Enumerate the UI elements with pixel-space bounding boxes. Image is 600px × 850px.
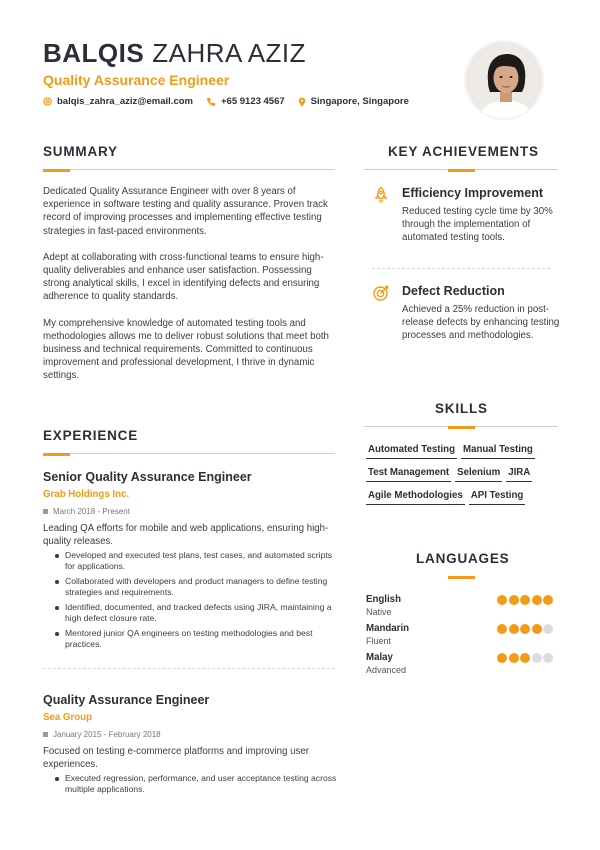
phone-icon (206, 97, 216, 107)
responsibility-list (43, 550, 338, 650)
skill-row (366, 467, 562, 482)
job-description: Leading QA efforts for mobile and web applications, ensuring high-quality releases. (43, 523, 329, 548)
rating-dot-filled (532, 595, 542, 605)
language-item (366, 652, 556, 675)
profile-photo (464, 40, 544, 120)
rocket-icon (372, 186, 390, 204)
skill-tag: JIRA (506, 467, 532, 482)
language-name: English (366, 594, 401, 605)
skill-tag: Selenium (455, 467, 502, 482)
summary-divider (43, 169, 335, 170)
skill-tag: Agile Methodologies (366, 490, 465, 505)
last-name: ZAHRA AZIZ (152, 38, 307, 68)
skills-list (366, 444, 562, 513)
experience-separator (43, 668, 335, 669)
rating-dot-filled (520, 624, 530, 634)
experience-heading: EXPERIENCE (43, 428, 139, 443)
skill-tag: Manual Testing (461, 444, 535, 459)
skill-row (366, 444, 562, 459)
achievement-title: Efficiency Improvement (402, 186, 544, 200)
employment-dates (43, 507, 338, 516)
responsibility-list (43, 773, 338, 795)
job-description: Focused on testing e-commerce platforms and improving user experiences. (43, 746, 309, 771)
summary-accent-bar (43, 169, 70, 172)
rating-dot-empty (543, 624, 553, 634)
language-level: Fluent (366, 636, 392, 646)
location-text: Singapore, Singapore (310, 96, 409, 107)
location-pin-icon (298, 97, 306, 107)
rating-dot-filled (532, 624, 542, 634)
rating-dot-filled (497, 595, 507, 605)
date-text: March 2018 - Present (53, 507, 130, 516)
phone-contact[interactable] (206, 96, 285, 107)
list-item: Executed regression, performance, and user acceptance testing across multiple applications. (54, 773, 338, 795)
rating-dot-filled (509, 653, 519, 663)
languages-accent-bar (448, 576, 475, 579)
list-item: Collaborated with developers and product managers to define testing strategies and requirements. (54, 576, 338, 598)
achievement-description: Achieved a 25% reduction in post-release defects by enhancing testing processes and methodologies. (402, 304, 560, 342)
achievements-heading: KEY ACHIEVEMENTS (388, 144, 539, 159)
rating-dot-filled (509, 624, 519, 634)
skill-tag: Automated Testing (366, 444, 457, 459)
experience-accent-bar (43, 453, 70, 456)
target-icon (372, 284, 390, 302)
experience-divider (43, 453, 335, 454)
language-level: Native (366, 607, 392, 617)
list-item: Developed and executed test plans, test cases, and automated scripts for applications. (54, 550, 338, 572)
rating-dot-empty (543, 653, 553, 663)
achievement-item (372, 186, 562, 245)
language-level: Advanced (366, 665, 407, 675)
summary-paragraph: Dedicated Quality Assurance Engineer with over 8 years of experience in software testing and quality assurance. Proven track record of improving processes and implementing effective testing strategies in fast-paced environments. (43, 186, 328, 237)
date-text: January 2015 - February 2018 (53, 730, 161, 739)
location-contact (298, 96, 409, 107)
proficiency-rating (497, 624, 555, 634)
skills-accent-bar (448, 426, 475, 429)
experience-entry (43, 693, 338, 799)
language-item (366, 594, 556, 617)
rating-dot-filled (509, 595, 519, 605)
summary-paragraph: Adept at collaborating with cross-functional teams to ensure high-quality deliverables and enhance user satisfaction. Possessing strong analytical skills, I excel in identifying defects and ensuring adherence to quality standards. (43, 251, 324, 303)
at-icon (43, 97, 52, 106)
rating-dot-filled (497, 653, 507, 663)
language-name: Malay (366, 652, 393, 663)
languages-heading: LANGUAGES (416, 551, 510, 566)
phone-text: +65 9123 4567 (221, 96, 285, 107)
summary-paragraph: My comprehensive knowledge of automated testing tools and methodologies allows me to deliver robust solutions that meet both business and technical requirements. Committed to continuous improvement and professional development, I thrive in dynamic settings. (43, 317, 329, 382)
rating-dot-filled (497, 624, 507, 634)
list-item: Mentored junior QA engineers on testing methodologies and best practices. (54, 628, 338, 650)
employment-dates (43, 730, 338, 739)
summary-heading: SUMMARY (43, 144, 118, 159)
rating-dot-empty (532, 653, 542, 663)
avatar-portrait (466, 42, 544, 120)
email-text: balqis_zahra_aziz@email.com (57, 96, 193, 107)
job-title: Quality Assurance Engineer (43, 72, 230, 88)
list-item: Identified, documented, and tracked defects using JIRA, maintaining a high defect closure rate. (54, 602, 338, 624)
experience-entry (43, 470, 338, 654)
language-item (366, 623, 556, 646)
language-name: Mandarin (366, 623, 410, 634)
proficiency-rating (497, 595, 555, 605)
rating-dot-filled (543, 595, 553, 605)
calendar-icon (43, 732, 48, 737)
contact-info (43, 96, 443, 107)
company-name: Grab Holdings Inc. (43, 489, 130, 500)
achievement-description: Reduced testing cycle time by 30% through the implementation of automated testing tools. (402, 206, 553, 244)
resume-header (43, 38, 443, 107)
achievements-accent-bar (448, 169, 475, 172)
skills-heading: SKILLS (435, 401, 488, 416)
position-title: Quality Assurance Engineer (43, 693, 210, 707)
position-title: Senior Quality Assurance Engineer (43, 470, 252, 484)
skill-row (366, 490, 562, 505)
achievement-separator (372, 268, 550, 269)
summary-text (43, 185, 335, 396)
email-contact[interactable] (43, 96, 193, 107)
skill-tag: API Testing (469, 490, 526, 505)
company-name: Sea Group (43, 712, 92, 723)
candidate-name (43, 38, 443, 68)
rating-dot-filled (520, 595, 530, 605)
achievement-item (372, 284, 562, 343)
proficiency-rating (497, 653, 555, 663)
first-name: BALQIS (43, 38, 145, 68)
rating-dot-filled (520, 653, 530, 663)
skill-tag: Test Management (366, 467, 451, 482)
calendar-icon (43, 509, 48, 514)
achievement-title: Defect Reduction (402, 284, 505, 298)
